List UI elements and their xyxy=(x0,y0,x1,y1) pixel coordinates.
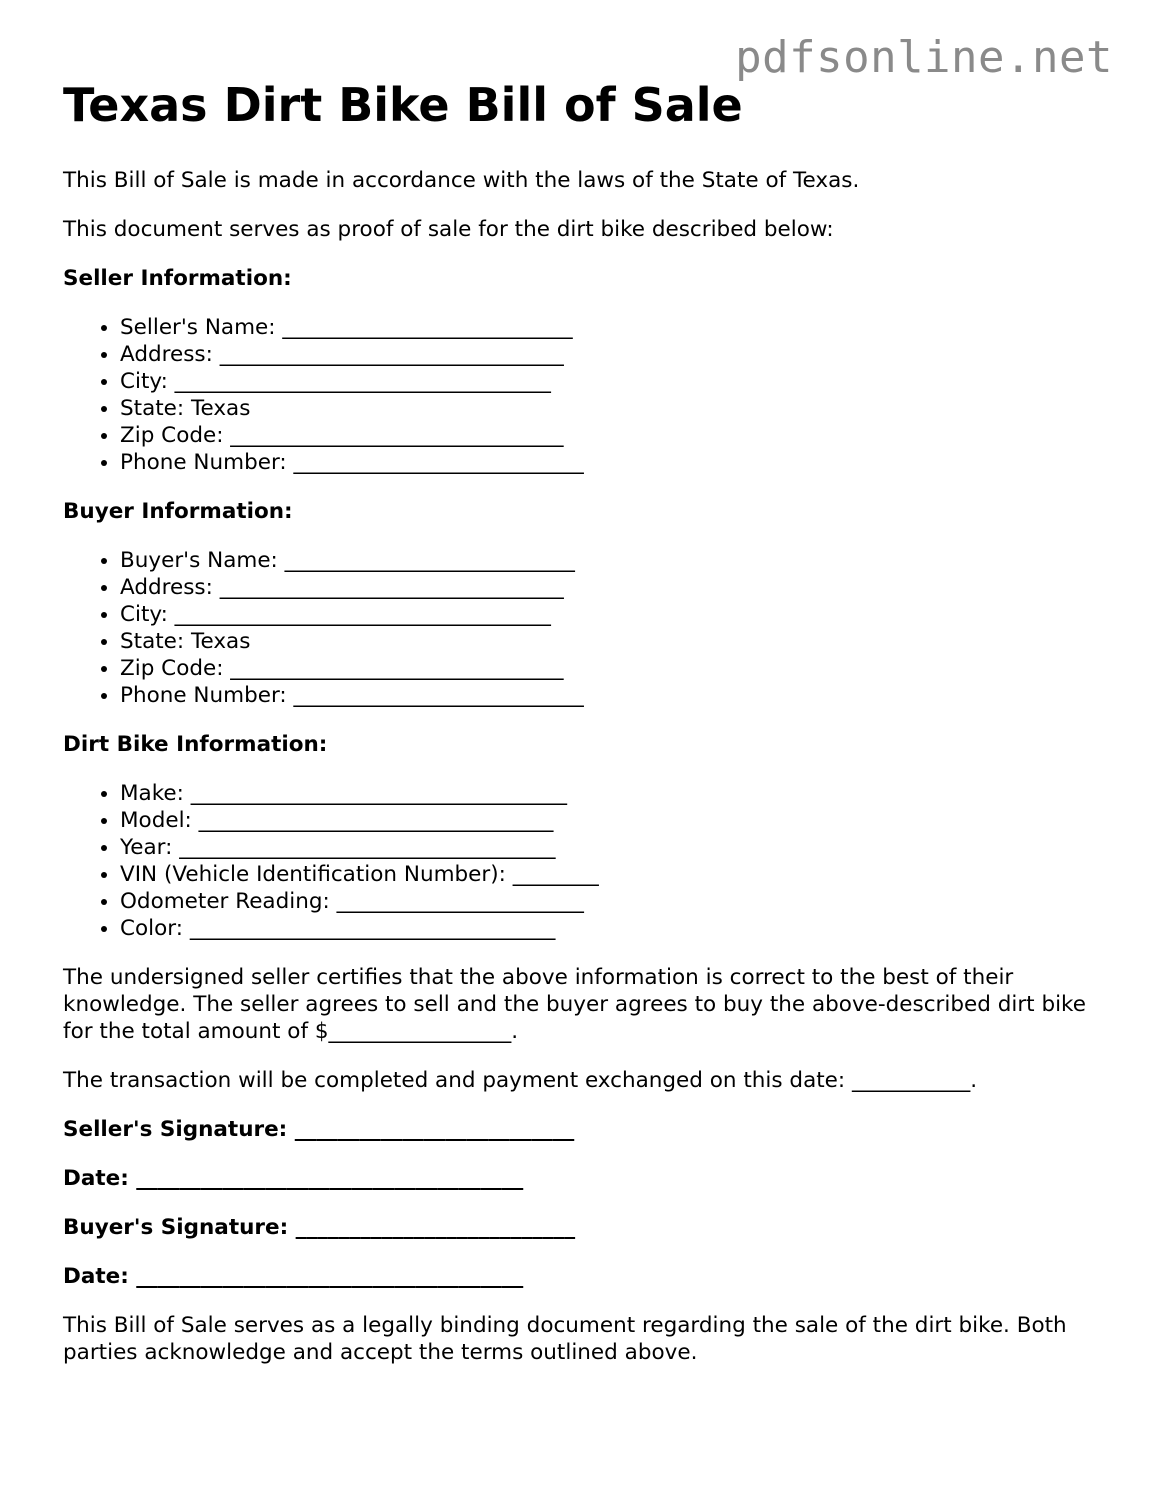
buyer-phone-field: • Phone Number: ___________________________ xyxy=(120,682,1093,709)
bike-odometer-field: • Odometer Reading: _______________________ xyxy=(120,888,1093,915)
seller-phone-field: • Phone Number: ___________________________ xyxy=(120,449,1093,476)
buyer-date-line: Date: ____________________________________ xyxy=(63,1263,524,1289)
bike-year-field: • Year: ___________________________________ xyxy=(120,834,1093,861)
buyer-info-list xyxy=(63,547,1093,709)
buyer-address-field: • Address: ________________________________ xyxy=(120,574,1093,601)
buyer-city-field: • City: ___________________________________ xyxy=(120,601,1093,628)
seller-info-list xyxy=(63,314,1093,476)
intro-paragraph-2: This document serves as proof of sale for the dirt bike described below: xyxy=(63,216,834,242)
buyer-signature-line: Buyer's Signature: __________________________ xyxy=(63,1214,576,1240)
seller-signature-line: Seller's Signature: __________________________ xyxy=(63,1116,575,1142)
closing-paragraph: This Bill of Sale serves as a legally binding document regarding the sale of the dirt bike. Both parties acknowledge and accept the terms outlined above. xyxy=(63,1312,1067,1365)
buyer-info-heading: Buyer Information: xyxy=(63,498,293,524)
bike-vin-field: • VIN (Vehicle Identification Number): ________ xyxy=(120,861,1093,888)
seller-zip-field: • Zip Code: _______________________________ xyxy=(120,422,1093,449)
seller-state-field: • State: Texas xyxy=(120,395,1093,422)
buyer-state-field: • State: Texas xyxy=(120,628,1093,655)
seller-city-field: • City: ___________________________________ xyxy=(120,368,1093,395)
document-page xyxy=(63,80,1093,1388)
buyer-name-field: • Buyer's Name: ___________________________ xyxy=(120,547,1093,574)
intro-paragraph-1: This Bill of Sale is made in accordance with the laws of the State of Texas. xyxy=(63,167,860,193)
seller-address-field: • Address: ________________________________ xyxy=(120,341,1093,368)
transaction-date-paragraph: The transaction will be completed and payment exchanged on this date: ___________. xyxy=(63,1067,978,1093)
bike-info-list xyxy=(63,780,1093,942)
seller-info-heading: Seller Information: xyxy=(63,265,292,291)
bike-color-field: • Color: __________________________________ xyxy=(120,915,1093,942)
seller-name-field: • Seller's Name: ___________________________ xyxy=(120,314,1093,341)
buyer-zip-field: • Zip Code: _______________________________ xyxy=(120,655,1093,682)
bike-info-heading: Dirt Bike Information: xyxy=(63,731,328,757)
watermark: pdfsonline.net xyxy=(735,32,1113,83)
certification-paragraph: The undersigned seller certifies that the above information is correct to the best of their knowledge. The seller agrees to sell and the buyer agrees to buy the above-described dirt bike for the total amount of $_________________. xyxy=(63,964,1086,1044)
bike-model-field: • Model: _________________________________ xyxy=(120,807,1093,834)
seller-date-line: Date: ____________________________________ xyxy=(63,1165,524,1191)
document-title: Texas Dirt Bike Bill of Sale xyxy=(63,78,743,132)
bike-make-field: • Make: ___________________________________ xyxy=(120,780,1093,807)
